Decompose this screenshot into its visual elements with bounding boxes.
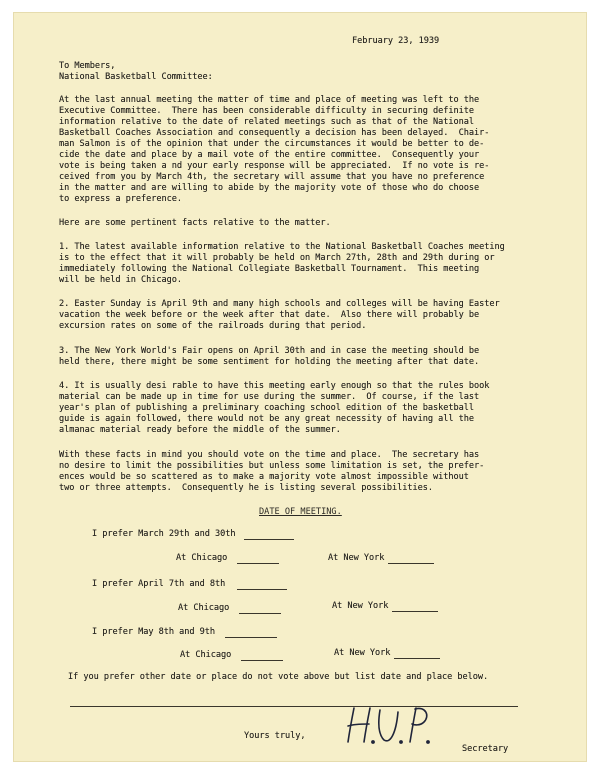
point-4-line: material can be made up in time for use during the summer. Of course, if the last [59, 392, 480, 402]
ballot-heading: DATE OF MEETING. [259, 507, 342, 517]
intro-line: ceived from you by March 4th, the secretary will assume that you have no preference [59, 172, 485, 182]
point-1-line: is to the effect that it will probably be held on March 27th, 28th and 29th during or [59, 253, 495, 263]
ballot-chicago-blank[interactable] [237, 563, 279, 564]
ballot-new-york-label: At New York [328, 553, 385, 563]
point-4-line: almanac material ready before the middle of the summer. [59, 425, 341, 435]
ballot-prefer-label: I prefer May 8th and 9th [92, 627, 215, 637]
intro-line: in the matter and are willing to abide by the majority vote of those who do choose [59, 183, 480, 193]
ballot-chicago-label: At Chicago [178, 603, 230, 613]
ballot-chicago-label: At Chicago [180, 650, 232, 660]
ballot-new-york-label: At New York [332, 601, 389, 611]
closing-line: ences would be so scattered as to make a majority vote almost impossible without [59, 472, 469, 482]
ballot-new-york-blank[interactable] [392, 611, 438, 612]
ballot-new-york-blank[interactable] [388, 563, 434, 564]
facts-intro: Here are some pertinent facts relative to the matter. [59, 218, 331, 228]
ballot-new-york-label: At New York [334, 648, 391, 658]
ballot-new-york-blank[interactable] [394, 658, 440, 659]
intro-line: At the last annual meeting the matter of time and place of meeting was left to the [59, 95, 480, 105]
point-1-line: will be held in Chicago. [59, 275, 182, 285]
ballot-prefer-blank[interactable] [237, 589, 287, 590]
intro-line: man Salmon is of the opinion that under the circumstances it would be better to de- [59, 139, 485, 149]
ballot-prefer-label: I prefer March 29th and 30th [92, 529, 236, 539]
intro-line: information relative to the date of related meetings such as that of the National [59, 117, 475, 127]
point-1-line: immediately following the National Collegiate Basketball Tournament. This meeting [59, 264, 480, 274]
point-3-line: 3. The New York World's Fair opens on April 30th and in case the meeting should be [59, 346, 480, 356]
closing-line: With these facts in mind you should vote on the time and place. The secretary has [59, 450, 480, 460]
point-1-line: 1. The latest available information relative to the National Basketball Coaches meeting [59, 242, 505, 252]
signer-title: Secretary [462, 744, 509, 754]
closing-line: no desire to limit the possibilities but unless some limitation is set, the prefer- [59, 461, 485, 471]
ballot-prefer-blank[interactable] [244, 539, 294, 540]
intro-line: to express a preference. [59, 194, 182, 204]
closing-line: two or three attempts. Consequently he is listing several possibilities. [59, 483, 434, 493]
other-preference-blank[interactable] [70, 706, 518, 707]
other-preference-instructions: If you prefer other date or place do not vote above but list date and place below. [68, 672, 489, 682]
ballot-chicago-label: At Chicago [176, 553, 228, 563]
intro-line: vote is being taken a nd your early response will be appreciated. If no vote is re- [59, 161, 490, 171]
point-2-line: vacation the week before or the week after that date. Also there will probably be [59, 310, 480, 320]
point-3-line: held there, there might be some sentiment for holding the meeting after that date. [59, 357, 480, 367]
intro-line: Basketball Coaches Association and consequently a decision has been delayed. Chair- [59, 128, 490, 138]
salutation-line-2: National Basketball Committee: [59, 72, 213, 82]
closing-salutation: Yours truly, [244, 731, 306, 741]
point-4-line: 4. It is usually desi rable to have this meeting early enough so that the rules book [59, 381, 490, 391]
ballot-prefer-blank[interactable] [225, 637, 277, 638]
letter-date: February 23, 1939 [352, 36, 440, 46]
signature-initials [340, 702, 435, 752]
letter-page [13, 12, 587, 762]
point-4-line: year's plan of publishing a preliminary coaching school edition of the basketball [59, 403, 475, 413]
intro-line: Executive Committee. There has been considerable difficulty in securing definite [59, 106, 475, 116]
intro-line: cide the date and place by a mail vote of the entire committee. Consequently your [59, 150, 480, 160]
ballot-chicago-blank[interactable] [241, 660, 283, 661]
point-2-line: 2. Easter Sunday is April 9th and many high schools and colleges will be having Easter [59, 299, 500, 309]
salutation-line-1: To Members, [59, 61, 116, 71]
ballot-prefer-label: I prefer April 7th and 8th [92, 579, 226, 589]
point-4-line: guide is again followed, there would not be any great necessity of having all the [59, 414, 475, 424]
point-2-line: excursion rates on some of the railroads during that period. [59, 321, 367, 331]
ballot-chicago-blank[interactable] [239, 613, 281, 614]
